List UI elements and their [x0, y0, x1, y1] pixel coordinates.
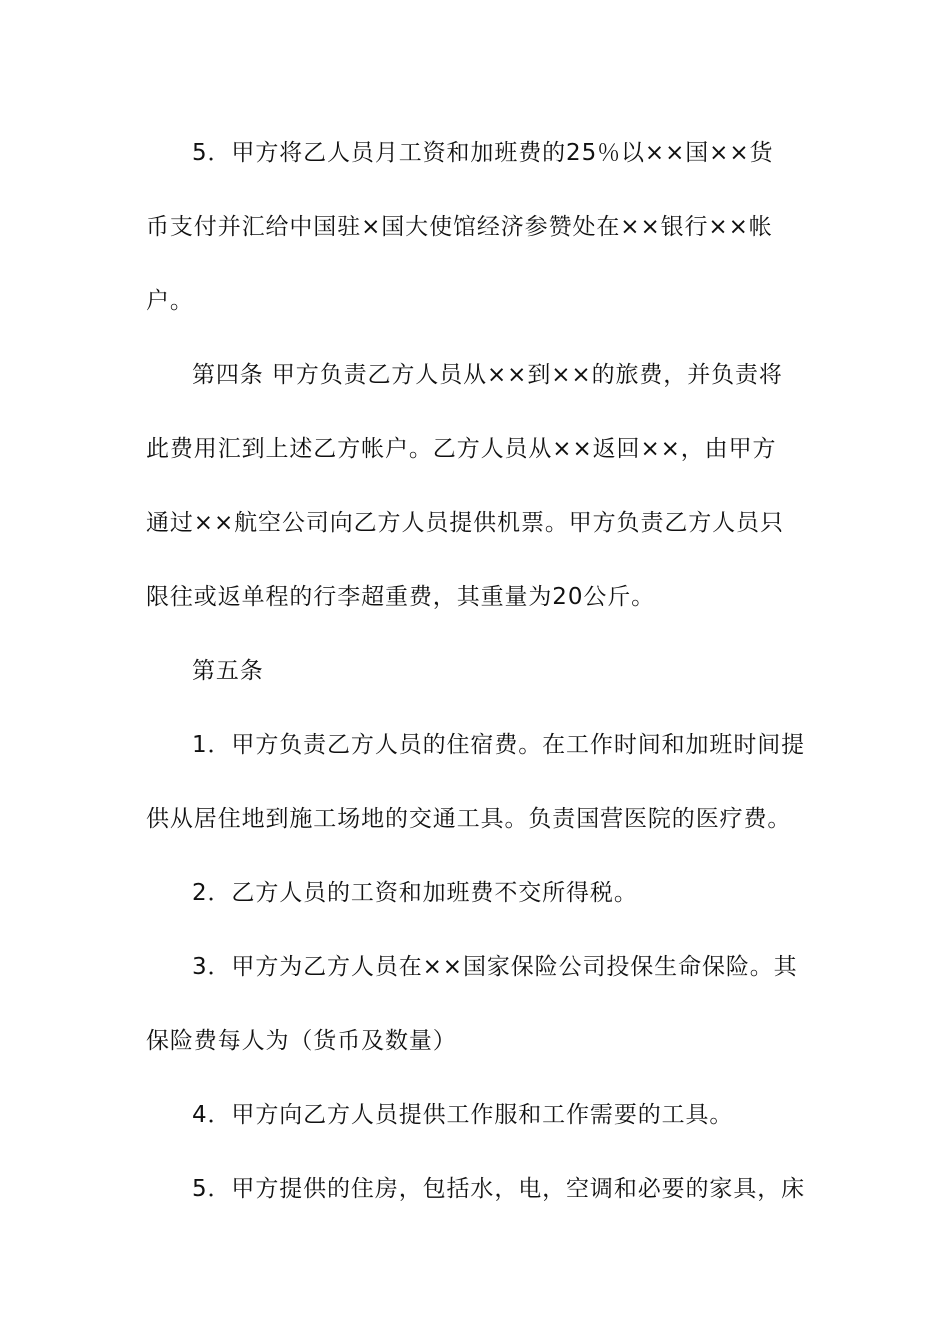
- clause-3-item-5-line-2: 币支付并汇给中国驻×国大使馆经济参赞处在××银行××帐: [146, 214, 773, 240]
- article-4-line-1: 第四条 甲方负责乙方人员从××到××的旅费，并负责将: [192, 362, 783, 388]
- article-5-item-5-line-1: 5．甲方提供的住房，包括水，电，空调和必要的家具，床: [192, 1176, 806, 1202]
- article-4-line-2: 此费用汇到上述乙方帐户。乙方人员从××返回××，由甲方: [146, 436, 777, 462]
- clause-3-item-5-line-3: 户。: [146, 288, 194, 314]
- article-5-heading: 第五条: [192, 658, 264, 684]
- article-4-line-3: 通过××航空公司向乙方人员提供机票。甲方负责乙方人员只: [146, 510, 784, 536]
- article-5-item-4: 4．甲方向乙方人员提供工作服和工作需要的工具。: [192, 1102, 734, 1128]
- article-5-item-1-line-2: 供从居住地到施工场地的交通工具。负责国营医院的医疗费。: [146, 806, 792, 832]
- article-5-item-1-line-1: 1．甲方负责乙方人员的住宿费。在工作时间和加班时间提: [192, 732, 806, 758]
- article-5-item-3-line-2: 保险费每人为（货币及数量）: [146, 1028, 457, 1054]
- clause-3-item-5-line-1: 5．甲方将乙人员月工资和加班费的25％以××国××货: [192, 140, 774, 166]
- article-5-item-2: 2．乙方人员的工资和加班费不交所得税。: [192, 880, 638, 906]
- article-5-item-3-line-1: 3．甲方为乙方人员在××国家保险公司投保生命保险。其: [192, 954, 798, 980]
- article-4-line-4: 限往或返单程的行李超重费，其重量为20公斤。: [146, 584, 656, 610]
